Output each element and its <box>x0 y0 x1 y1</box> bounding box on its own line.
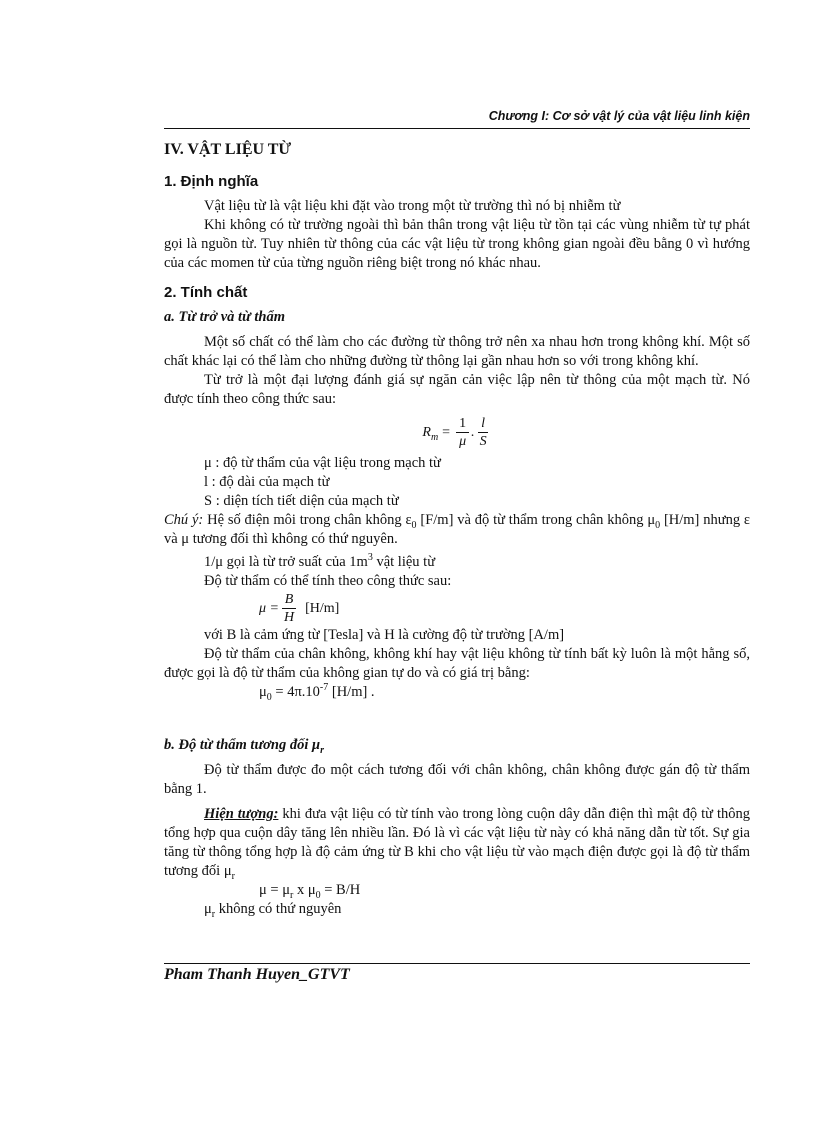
footer-author: Pham Thanh Huyen_GTVT <box>164 966 350 983</box>
formula-rm: $R_m$ <box>422 425 439 443</box>
subsubsection-title-reluctance: a. Từ trở và từ thẩm <box>164 309 286 325</box>
vacuum-permeability-paragraph: Độ từ thẩm của chân không, không khí hay vật liệu không từ tính bất kỳ luôn là một hằng số, được gọi là độ từ thẩm của không gian tự do và có giá trị bằng: <box>164 646 750 681</box>
formula-dot: . <box>471 425 475 440</box>
mu0-value: $\mu_0 = 4\pi.10^{-7}$ [H/m] . <box>259 682 375 703</box>
fraction-one-over-mu: $\frac{1}{\mu}$ <box>456 415 469 450</box>
resistivity-line: 1/μ gọi là từ trở suất của $1m^3$ vật liệu từ <box>204 552 436 570</box>
permeability-formula: μ = $\frac{B}{H}$ [H/m] <box>259 592 340 625</box>
reluctance-formula <box>164 415 750 450</box>
definition-l: l : độ dài của mạch từ <box>204 474 330 490</box>
running-header: Chương I: Cơ sở vật lý của vật liệu linh kiện <box>488 109 750 123</box>
fraction-b-over-h: $\frac{B}{H}$ <box>281 591 297 626</box>
paragraph: Từ trở là một đại lượng đánh giá sự ngăn cản việc lập nên từ thông của một mạch từ. Nó được tính theo công thức sau: <box>164 372 750 407</box>
definition-s: S : diện tích tiết diện của mạch từ <box>204 493 399 509</box>
footer-rule <box>164 963 750 964</box>
definition-mu: μ : độ từ thẩm của vật liệu trong mạch từ <box>204 455 441 471</box>
section-title: IV. VẬT LIỆU TỪ <box>164 141 292 158</box>
subsection-title-definition: 1. Định nghĩa <box>164 173 259 190</box>
permeability-intro: Độ từ thẩm có thể tính theo công thức sau: <box>204 573 452 589</box>
paragraph: Độ từ thẩm được đo một cách tương đối với chân không, chân không được gán độ từ thẩm bằng 1. <box>164 762 750 797</box>
paragraph: Khi không có từ trường ngoài thì bản thân trong vật liệu từ tồn tại các vùng nhiễm từ tự phát gọi là nguồn từ. Tuy nhiên từ thông của các vật liệu từ trong không gian ngoài đều bằng 0 vì hướng của các momen từ của từng nguồn riêng biệt trong nó khác nhau. <box>164 217 750 271</box>
paragraph: Một số chất có thể làm cho các đường từ thông trở nên xa nhau hơn trong không khí. Một số chất khác lại có thể làm cho những đường từ thông lại gần nhau hơn so với trong không khí. <box>164 334 750 369</box>
b-h-definition: với B là cảm ứng từ [Tesla] và H là cường độ từ trường [A/m] <box>204 627 565 643</box>
page-body <box>164 140 750 919</box>
header-rule <box>164 128 750 129</box>
relative-formula: $\mu = \mu_r$ x $\mu_0 = B/H$ <box>259 882 361 901</box>
phenomenon-paragraph: Hiện tượng: khi đưa vật liệu có từ tính vào trong lòng cuộn dây dẫn điện thì mật độ từ thông tổng hợp qua cuộn dây tăng lên nhiều lần. Đó là vì các vật liệu từ này có khả năng dẫn từ tốt. Sự gia tăng từ thông tổng hợp là độ cảm ứng từ B khi cho vật liệu từ vào mạch điện được gọi là độ từ thẩm tương đối $\mu_r$ <box>164 806 750 882</box>
paragraph: Vật liệu từ là vật liệu khi đặt vào trong một từ trường thì nó bị nhiễm từ <box>204 198 621 214</box>
dimensionless-note: $\mu_r$ không có thứ nguyên <box>204 901 342 920</box>
formula-equals: = <box>442 425 451 440</box>
subsubsection-title-relative-permeability: b. Độ từ thẩm tương đối $\mu_r$ <box>164 737 325 756</box>
fraction-l-over-s: $\frac{l}{S}$ <box>479 416 487 449</box>
subsection-title-properties: 2. Tính chất <box>164 284 248 301</box>
note-paragraph: Chú ý: Hệ số điện môi trong chân không $\varepsilon_0$ [F/m] và độ từ thẩm trong chân không $\mu_0$ [H/m] nhưng ε và μ tương đối thì không có thứ nguyên. <box>164 512 750 547</box>
